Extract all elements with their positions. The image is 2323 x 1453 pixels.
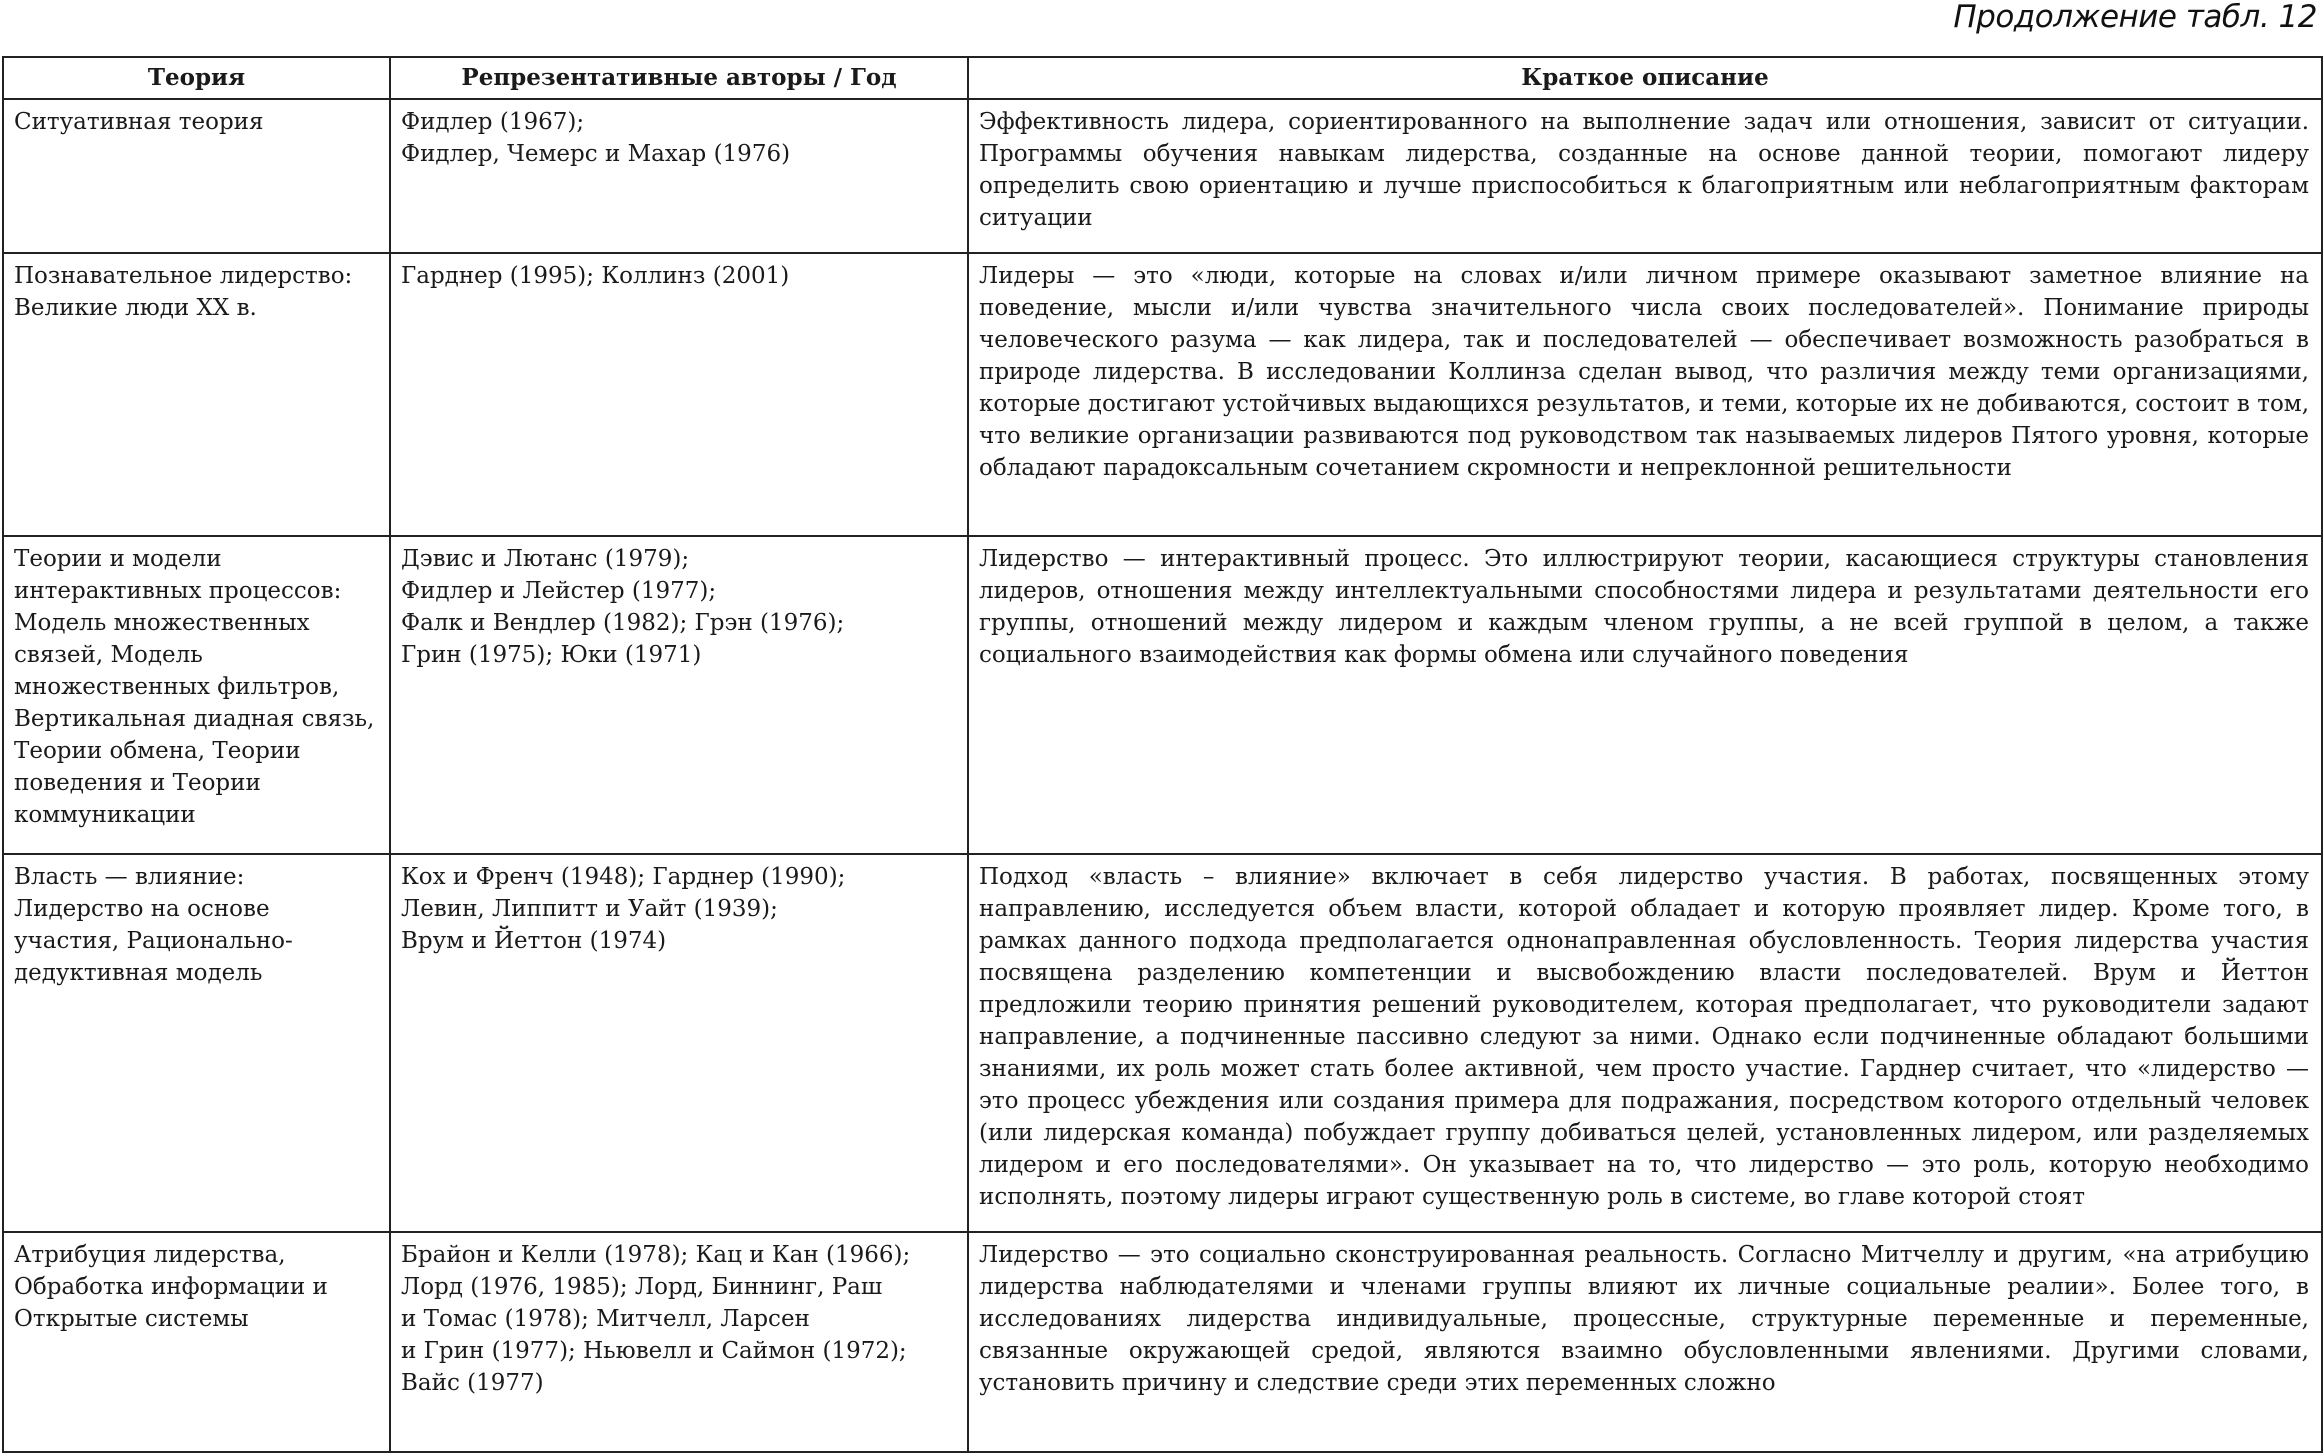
author-line: Фалк и Вендлер (1982); Грэн (1976); bbox=[401, 610, 845, 636]
authors-cell bbox=[390, 253, 968, 536]
author-line: Кох и Френч (1948); Гарднер (1990); bbox=[401, 864, 846, 890]
author-line: и Грин (1977); Ньювелл и Саймон (1972); bbox=[401, 1338, 907, 1364]
author-line: Левин, Липпитт и Уайт (1939); bbox=[401, 896, 778, 922]
author-line: Гарднер (1995); Коллинз (2001) bbox=[401, 263, 790, 289]
author-line: Фидлер, Чемерс и Махар (1976) bbox=[401, 141, 791, 167]
table-row bbox=[3, 1232, 2322, 1452]
theory-cell: Власть — влияние: Лидерство на основе участия, Рационально-дедуктивная модель bbox=[3, 854, 390, 1232]
authors-cell bbox=[390, 854, 968, 1232]
author-line: Дэвис и Лютанс (1979); bbox=[401, 546, 690, 572]
description-cell: Лидеры — это «люди, которые на словах и/или личном примере оказывают заметное влияние на поведение, мысли и/или чувства значительного числа своих последователей». Понимание природы человеческого разума — как лидера, так и последователей — обеспечивает возможность разобраться в природе лидерства. В исследовании Коллинза сделан вывод, что различия между теми организациями, которые достигают устойчивых выдающихся результатов, и теми, которые их не добиваются, состоит в том, что великие организации развиваются под руководством так называемых лидеров Пятого уровня, которые обладают парадоксальным сочетанием скромности и непреклонной решительности bbox=[968, 253, 2322, 536]
header-authors: Репрезентативные авторы / Год bbox=[390, 57, 968, 99]
description-cell: Подход «власть – влияние» включает в себя лидерство участия. В работах, посвященных этому направлению, исследуется объем власти, которой обладает и которую проявляет лидер. Кроме того, в рамках данного подхода предполагается однонаправленная обусловленность. Теория лидерства участия посвящена разделению компетенции и высвобождению власти последователей. Врум и Йеттон предложили теорию принятия решений руководителем, которая предполагает, что руководители задают направление, а подчиненные пассивно следуют за ними. Однако если подчиненные обладают большими знаниями, их роль может стать более активной, чем просто участие. Гарднер считает, что «лидерство — это процесс убеждения или создания примера для подражания, посредством которого отдельный человек (или лидерская команда) побуждает группу добиваться целей, установленных лидером, или разделяемых лидером и его последователями». Он указывает на то, что лидерство — это роль, которую необходимо исполнять, поэтому лидеры играют существенную роль в системе, во главе которой стоят bbox=[968, 854, 2322, 1232]
description-cell: Эффективность лидера, сориентированного на выполнение задач или отношения, зависит от ситуации. Программы обучения навыкам лидерства, созданные на основе данной теории, помогают лидеру определить свою ориентацию и лучше приспособиться к благоприятным или неблагоприятным факторам ситуации bbox=[968, 99, 2322, 253]
author-line: и Томас (1978); Митчелл, Ларсен bbox=[401, 1306, 810, 1332]
table-row bbox=[3, 99, 2322, 253]
author-line: Фидлер (1967); bbox=[401, 109, 585, 135]
authors-cell bbox=[390, 536, 968, 854]
description-cell: Лидерство — это социально сконструированная реальность. Согласно Митчеллу и другим, «на атрибуцию лидерства наблюдателями и членами группы влияют их личные социальные реалии». Более того, в исследованиях лидерства индивидуальные, процессные, структурные переменные и переменные, связанные окружающей средой, являются взаимно обусловленными явлениями. Другими словами, установить причину и следствие среди этих переменных сложно bbox=[968, 1232, 2322, 1452]
table-header-row bbox=[3, 57, 2322, 99]
table-row bbox=[3, 253, 2322, 536]
authors-cell bbox=[390, 1232, 968, 1452]
table-row bbox=[3, 854, 2322, 1232]
theory-cell: Познавательное лидерство: Великие люди XX в. bbox=[3, 253, 390, 536]
theory-cell: Атрибуция лидерства, Обработка информации и Открытые системы bbox=[3, 1232, 390, 1452]
authors-cell bbox=[390, 99, 968, 253]
header-description: Краткое описание bbox=[968, 57, 2322, 99]
author-line: Врум и Йеттон (1974) bbox=[401, 928, 667, 954]
author-line: Фидлер и Лейстер (1977); bbox=[401, 578, 717, 604]
table-row bbox=[3, 536, 2322, 854]
author-line: Вайс (1977) bbox=[401, 1370, 544, 1396]
theory-cell: Теории и модели интерактивных процессов: Модель множественных связей, Модель множественных фильтров, Вертикальная диадная связь, Теории обмена, Теории поведения и Теории коммуникации bbox=[3, 536, 390, 854]
table-caption: Продолжение табл. 12 bbox=[1953, 0, 2317, 35]
description-cell: Лидерство — интерактивный процесс. Это иллюстрируют теории, касающиеся структуры становления лидеров, отношения между интеллектуальными способностями лидера и результатами деятельности его группы, отношений между лидером и каждым членом группы, а не всей группой в целом, а также социального взаимодействия как формы обмена или случайного поведения bbox=[968, 536, 2322, 854]
author-line: Лорд (1976, 1985); Лорд, Биннинг, Раш bbox=[401, 1274, 883, 1300]
author-line: Брайон и Келли (1978); Кац и Кан (1966); bbox=[401, 1242, 911, 1268]
author-line: Грин (1975); Юки (1971) bbox=[401, 642, 702, 668]
theory-cell: Ситуативная теория bbox=[3, 99, 390, 253]
header-theory: Теория bbox=[3, 57, 390, 99]
leadership-theories-table bbox=[2, 56, 2323, 1453]
